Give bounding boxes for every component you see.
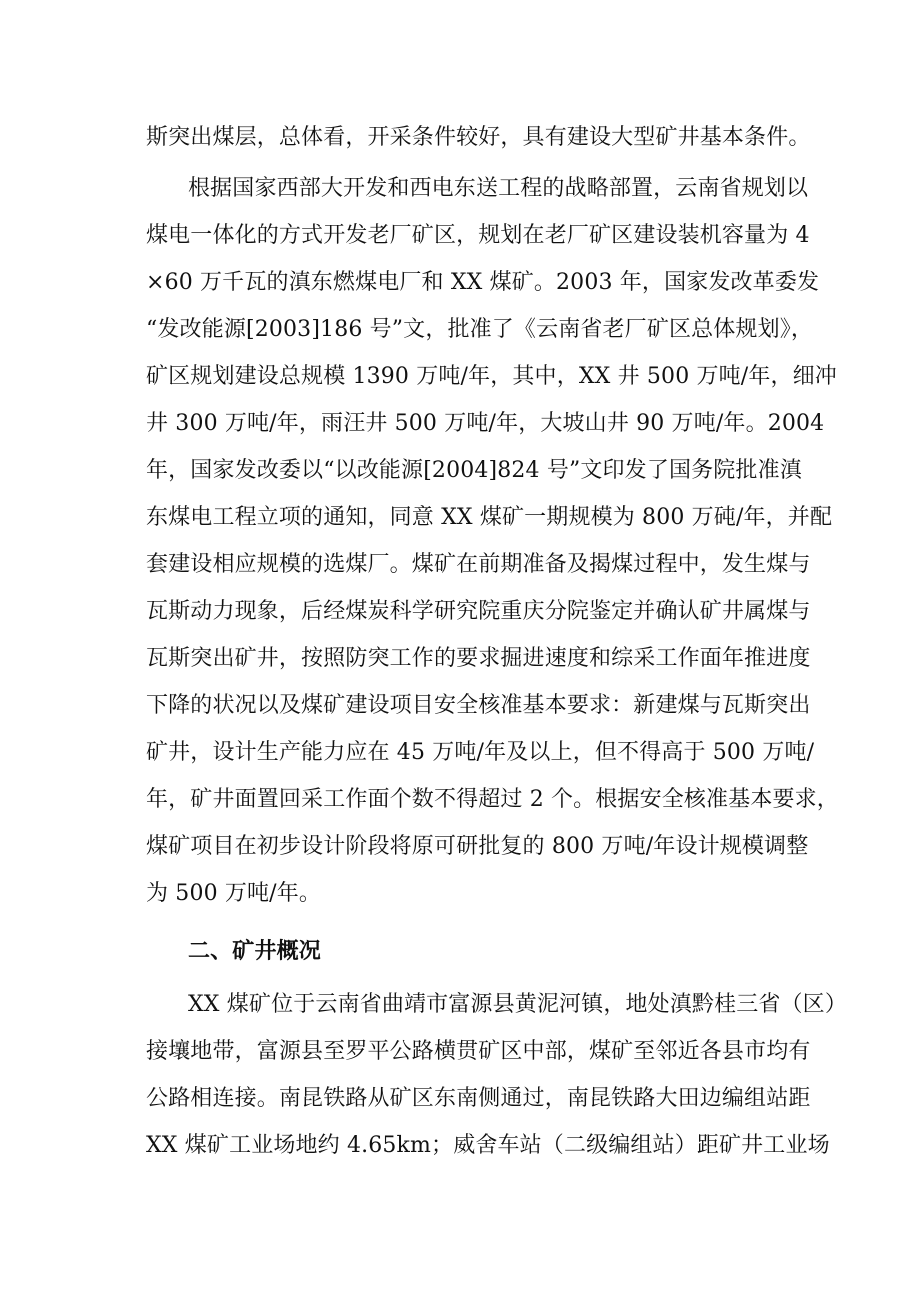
text-line: 年，矿井面置回采工作面个数不得超过 2 个。根据安全核准基本要求，: [146, 787, 839, 812]
text-line: 接壤地带，富源县至罗平公路横贯矿区中部，煤矿至邻近各县市均有: [146, 1039, 811, 1064]
text-line: 瓦斯动力现象，后经煤炭科学研究院重庆分院鉴定并确认矿井属煤与: [146, 599, 811, 624]
text-line: XX 煤矿位于云南省曲靖市富源县黄泥河镇，地处滇黔桂三省（区）: [188, 992, 847, 1017]
text-line: 斯突出煤层，总体看，开采条件较好，具有建设大型矿井基本条件。: [146, 125, 811, 150]
text-line: 煤电一体化的方式开发老厂矿区，规划在老厂矿区建设装机容量为 4: [146, 223, 810, 248]
text-line: 套建设相应规模的选煤厂。煤矿在前期准备及揭煤过程中，发生煤与: [146, 552, 811, 577]
text-line: 公路相连接。南昆铁路从矿区东南侧通过，南昆铁路大田边编组站距: [146, 1086, 811, 1111]
text-line: 年，国家发改委以“以改能源[2004]824 号”文印发了国务院批准滇: [146, 458, 802, 483]
text-line: 矿井，设计生产能力应在 45 万吨/年及以上，但不得高于 500 万吨/: [146, 740, 815, 765]
section-heading: 二、矿井概况: [188, 938, 321, 964]
text-line: ×60 万千瓦的滇东燃煤电厂和 XX 煤矿。2003 年，国家发改革委发: [146, 270, 820, 295]
text-line: 井 300 万吨/年，雨汪井 500 万吨/年，大坡山井 90 万吨/年。2004: [146, 411, 825, 436]
text-line: 瓦斯突出矿井，按照防突工作的要求掘进速度和综采工作面年推进度: [146, 646, 811, 671]
text-line: 煤矿项目在初步设计阶段将原可研批复的 800 万吨/年设计规模调整: [146, 834, 809, 859]
text-line: 根据国家西部大开发和西电东送工程的战略部置，云南省规划以: [188, 176, 809, 201]
text-line: 矿区规划建设总规模 1390 万吨/年，其中，XX 井 500 万吨/年，细冲: [146, 364, 837, 389]
text-line: 下降的状况以及煤矿建设项目安全核准基本要求：新建煤与瓦斯突出: [146, 693, 811, 718]
text-line: XX 煤矿工业场地约 4.65km；威舍车站（二级编组站）距矿井工业场: [146, 1133, 830, 1158]
text-line: 东煤电工程立项的通知，同意 XX 煤矿一期规模为 800 万砘/年，并配: [146, 505, 833, 530]
text-line: 为 500 万吨/年。: [146, 881, 322, 906]
text-line: “发改能源[2003]186 号”文，批准了《云南省老厂矿区总体规划》，: [146, 317, 814, 342]
